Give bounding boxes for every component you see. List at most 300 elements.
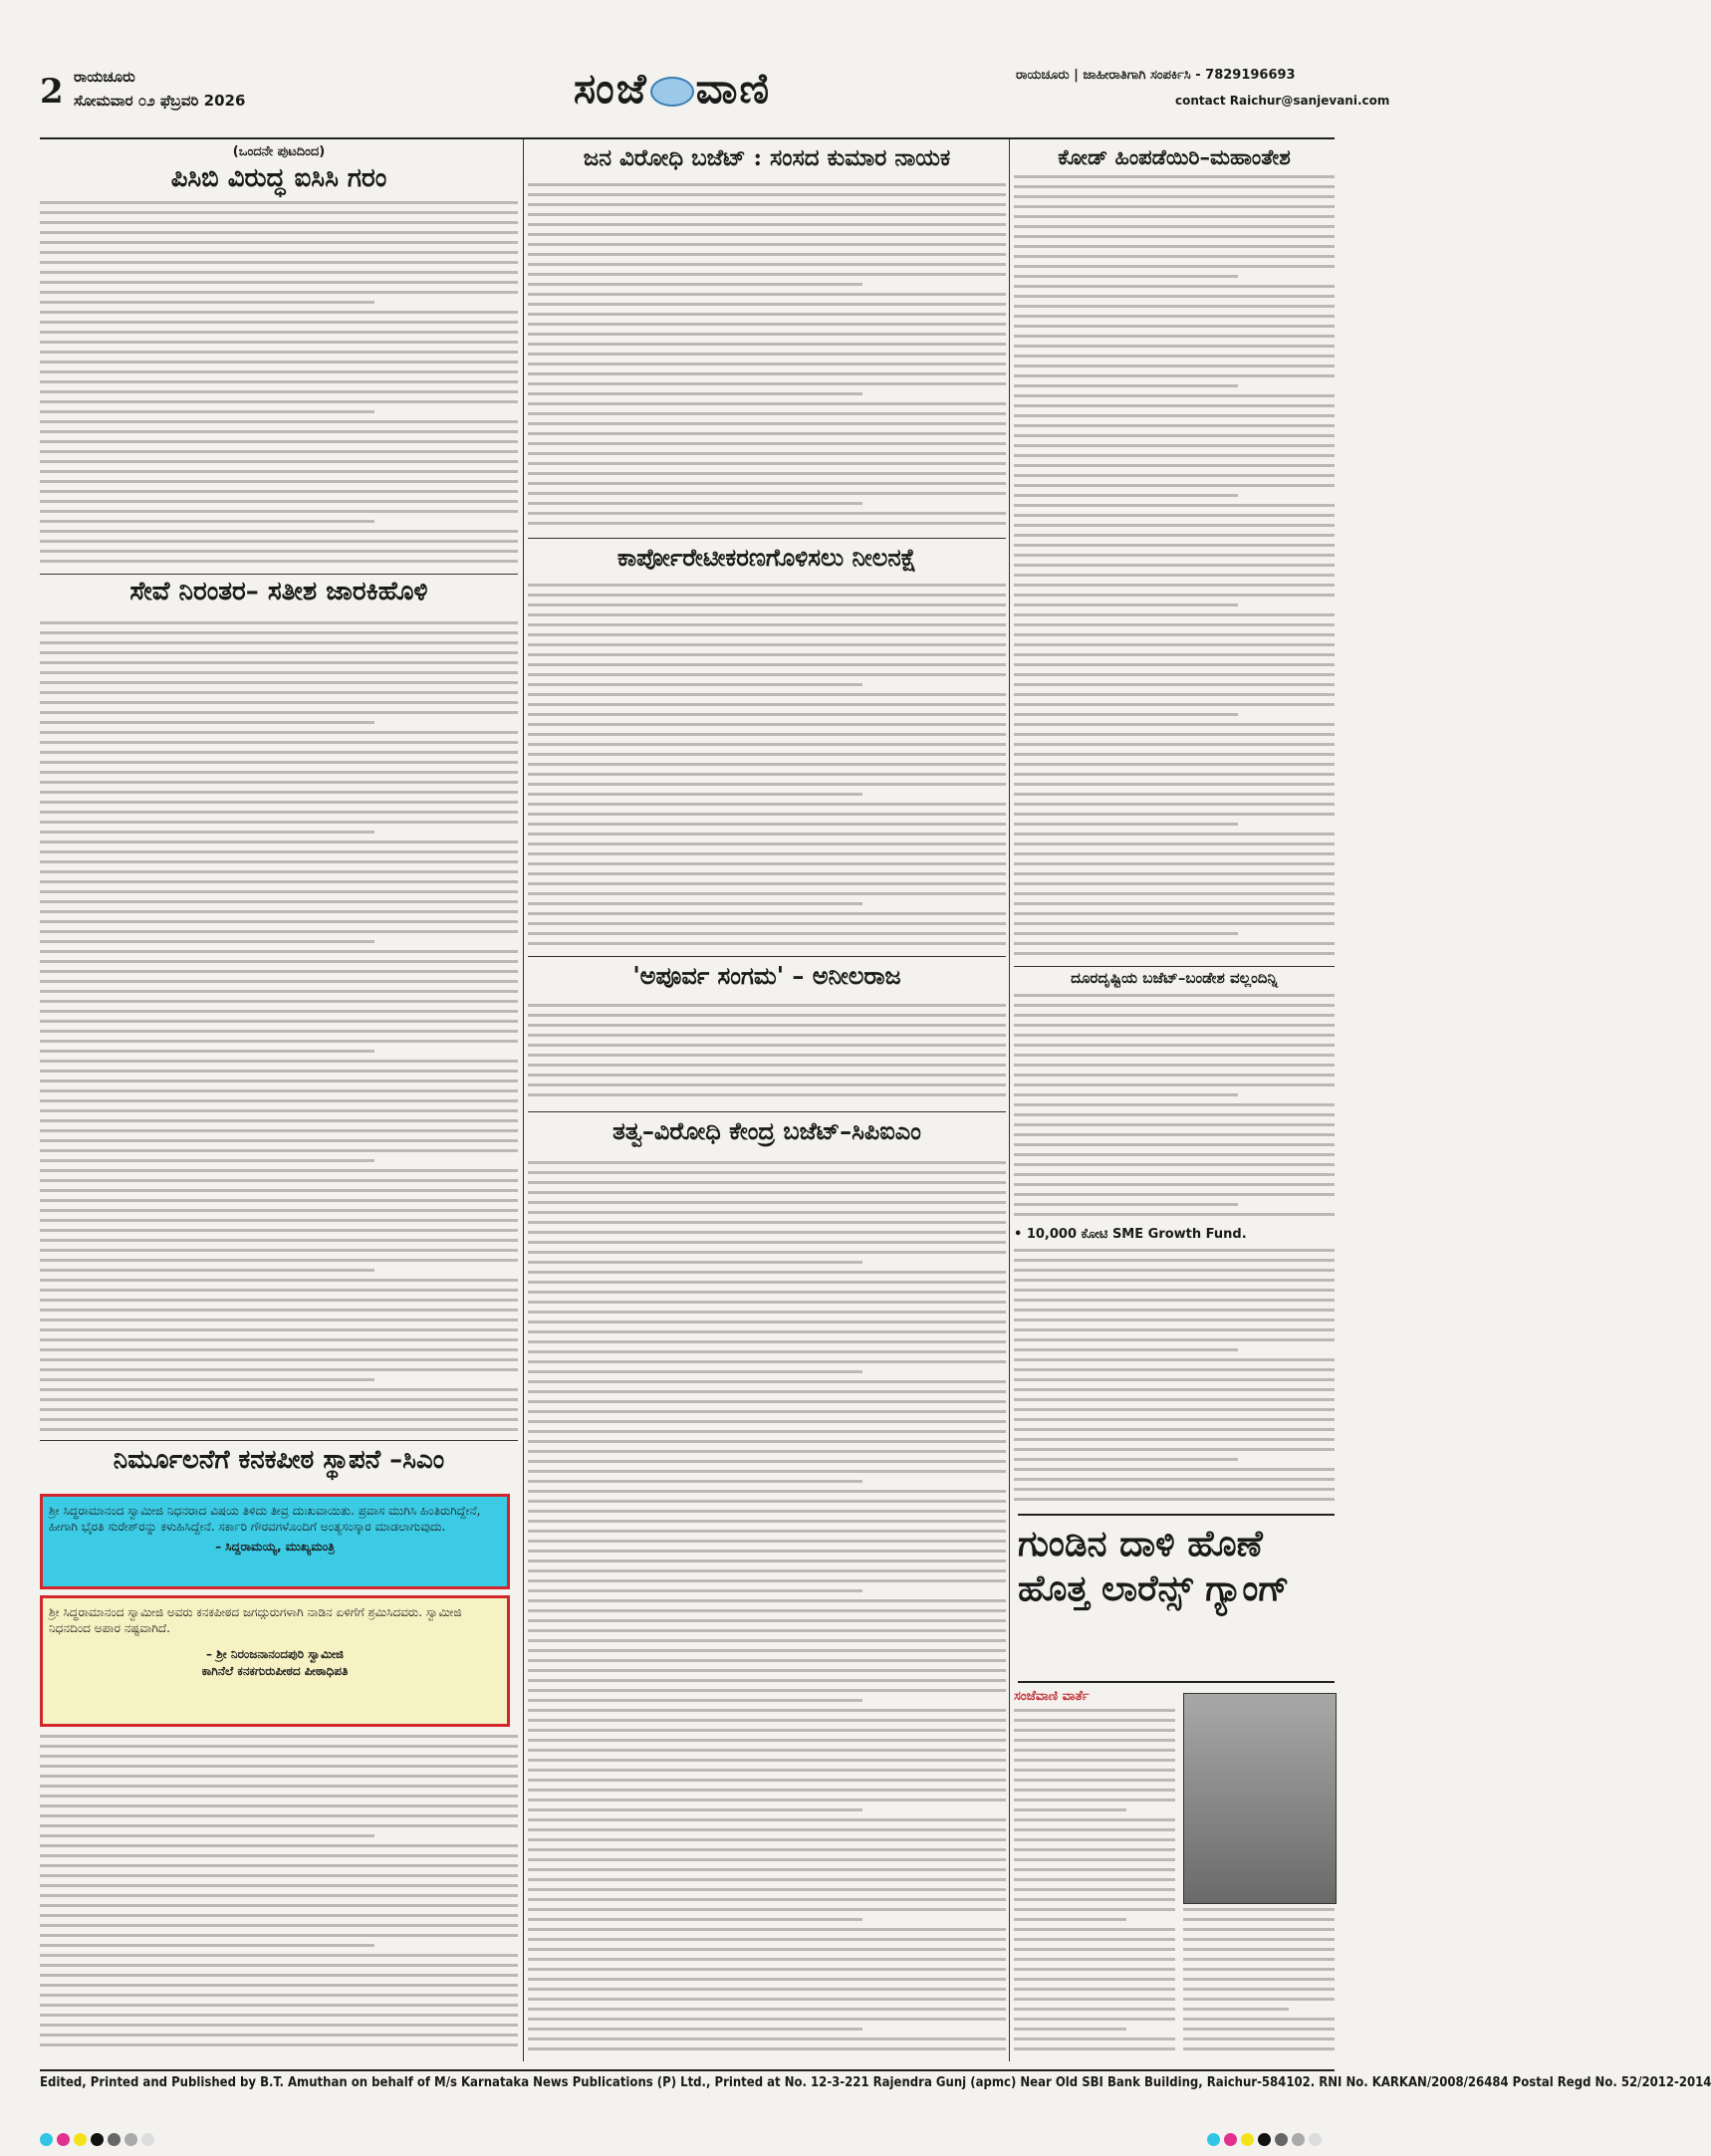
text-line: [1014, 932, 1238, 935]
headline: ಸೇವೆ ನಿರಂತರ– ಸತೀಶ ಜಾರಕಿಹೊಳಿ: [129, 577, 428, 606]
text-line: [528, 183, 1006, 186]
registration-marks-right: [1207, 2131, 1326, 2150]
text-line: [1183, 1978, 1335, 1981]
text-line: [528, 382, 1006, 385]
text-line: [528, 343, 1006, 346]
edition-city: ರಾಯಚೂರು: [74, 68, 135, 86]
text-line: [40, 1328, 518, 1331]
text-line: [528, 833, 1006, 836]
text-line: [40, 1864, 518, 1867]
text-line: [1014, 1838, 1175, 1841]
text-line: [528, 1689, 1006, 1692]
article-body: [1014, 1709, 1175, 2057]
text-line: [1014, 434, 1335, 437]
text-line: [40, 2024, 518, 2027]
text-line: [528, 1221, 1006, 1224]
article-body: [528, 584, 1006, 952]
text-line: [1014, 494, 1238, 497]
text-line: [528, 892, 1006, 895]
text-line: [1014, 2047, 1175, 2050]
text-line: [1014, 1328, 1335, 1331]
text-line: [40, 1119, 518, 1122]
text-line: [528, 1291, 1006, 1294]
text-line: [1014, 444, 1335, 447]
text-line: [40, 1814, 518, 1817]
text-line: [528, 643, 1006, 646]
contact-email: contact Raichur@sanjevani.com: [1175, 94, 1390, 108]
text-line: [1014, 872, 1335, 875]
text-line: [528, 333, 1006, 336]
text-line: [1014, 753, 1335, 756]
text-line: [1014, 1299, 1335, 1302]
text-line: [40, 900, 518, 903]
text-line: [528, 1808, 862, 1811]
text-line: [40, 430, 518, 433]
text-line: [1183, 2008, 1289, 2011]
text-line: [1014, 1004, 1335, 1007]
text-line: [40, 821, 518, 824]
text-line: [528, 213, 1006, 216]
text-line: [40, 1219, 518, 1222]
text-line: [1014, 1348, 1238, 1351]
text-line: [528, 1828, 1006, 1831]
text-line: [1014, 175, 1335, 178]
text-line: [528, 584, 1006, 587]
text-line: [528, 1679, 1006, 1682]
headline: ಜನ ವಿರೋಧಿ ಬಜೆಟ್ : ಸಂಸದ ಕುಮಾರ ನಾಯಕ: [583, 144, 951, 171]
continued-label: (ಒಂದನೇ ಪುಟದಿಂದ): [232, 144, 326, 159]
text-line: [528, 1301, 1006, 1304]
bullet-point: • 10,000 ಕೋಟಿ SME Growth Fund.: [1014, 1227, 1247, 1242]
text-line: [1014, 1769, 1175, 1772]
text-line: [1014, 733, 1335, 736]
page-number: 2: [40, 72, 64, 112]
article-body: [1014, 994, 1335, 1223]
text-line: [528, 1510, 1006, 1513]
text-line: [1014, 374, 1335, 377]
headline: ಪಿಸಿಬಿ ವಿರುದ್ಧ ಐಸಿಸಿ ಗರಂ: [170, 162, 387, 193]
text-line: [40, 1169, 518, 1172]
text-line: [528, 243, 1006, 246]
text-line: [528, 1450, 1006, 1453]
text-line: [1014, 1103, 1335, 1106]
text-line: [528, 1978, 1006, 1981]
text-line: [528, 603, 1006, 606]
text-line: [40, 631, 518, 634]
headline: ದೂರದೃಷ್ಟಿಯ ಬಜೆಟ್–ಬಂಡೇಶ ವಲ್ಲಂದಿನ್ನಿ: [1071, 969, 1278, 987]
text-line: [528, 613, 1006, 616]
text-line: [528, 1858, 1006, 1861]
text-line: [528, 1500, 1006, 1503]
text-line: [528, 1559, 1006, 1562]
text-line: [1014, 1133, 1335, 1136]
text-line: [1014, 245, 1335, 248]
text-line: [1183, 2047, 1335, 2050]
text-line: [1014, 723, 1335, 726]
text-line: [40, 1874, 518, 1877]
text-line: [40, 1070, 518, 1073]
text-line: [528, 1261, 862, 1264]
text-line: [1014, 613, 1335, 616]
text-line: [528, 1530, 1006, 1533]
text-line: [528, 1191, 1006, 1194]
text-line: [1014, 1044, 1335, 1047]
text-line: [1014, 1498, 1335, 1501]
text-line: [1014, 1143, 1335, 1146]
text-line: [1014, 2018, 1175, 2021]
text-line: [528, 1074, 1006, 1077]
text-line: [1014, 1828, 1175, 1831]
reporter-credit: ಸಂಜೆವಾಣಿ ವಾರ್ತೆ: [1014, 1689, 1090, 1704]
text-line: [1014, 1269, 1335, 1272]
text-line: [40, 281, 518, 284]
text-line: [40, 1398, 518, 1401]
quote-signature-title: ಕಾಗಿನೆಲೆ ಕನಕಗುರುಪೀಠದ ಪೀಠಾಧಿಪತಿ: [201, 1663, 349, 1678]
text-line: [40, 390, 518, 393]
text-line: [40, 1954, 518, 1957]
text-line: [40, 1209, 518, 1212]
text-line: [40, 1000, 518, 1003]
text-line: [40, 1318, 518, 1321]
text-line: [40, 661, 518, 664]
text-line: [528, 1251, 1006, 1254]
text-line: [528, 1360, 1006, 1363]
text-line: [528, 502, 862, 505]
text-line: [528, 1271, 1006, 1274]
newspaper-logo: [508, 64, 837, 123]
text-line: [40, 400, 518, 403]
text-line: [40, 550, 518, 553]
text-line: [528, 1589, 862, 1592]
text-line: [1014, 1173, 1335, 1176]
text-line: [528, 1848, 1006, 1851]
text-line: [1014, 584, 1335, 587]
text-line: [528, 1420, 1006, 1423]
text-line: [1014, 215, 1335, 218]
cyan-mark: [40, 2133, 53, 2146]
text-line: [40, 771, 518, 774]
text-line: [40, 1299, 518, 1302]
article-body: [1183, 1908, 1335, 2057]
text-line: [1183, 1948, 1335, 1951]
registration-marks-left: [40, 2131, 158, 2150]
text-line: [1014, 1289, 1335, 1292]
text-line: [1014, 643, 1335, 646]
text-line: [40, 840, 518, 843]
text-line: [528, 623, 1006, 626]
text-line: [1014, 852, 1335, 855]
text-line: [40, 460, 518, 463]
text-line: [528, 233, 1006, 236]
text-line: [528, 882, 1006, 885]
text-line: [40, 1904, 518, 1907]
text-line: [1014, 1918, 1126, 1921]
text-line: [40, 1129, 518, 1132]
grey-mark: [108, 2133, 121, 2146]
quote-box-swamiji: [40, 1595, 510, 1727]
text-line: [1014, 1478, 1335, 1481]
text-line: [1014, 554, 1335, 557]
text-line: [1014, 345, 1335, 348]
text-line: [528, 1669, 1006, 1672]
text-line: [40, 410, 374, 413]
text-line: [40, 1159, 374, 1162]
text-line: [1183, 1928, 1335, 1931]
text-line: [40, 1109, 518, 1112]
text-line: [1014, 1868, 1175, 1871]
text-line: [528, 653, 1006, 656]
text-line: [40, 1368, 518, 1371]
text-line: [528, 303, 1006, 306]
text-line: [1014, 335, 1335, 338]
text-line: [40, 530, 518, 533]
text-line: [1014, 1418, 1335, 1421]
text-line: [1014, 2028, 1126, 2031]
divider: [40, 574, 518, 575]
text-line: [528, 512, 1006, 515]
text-line: [40, 950, 518, 953]
text-line: [528, 1281, 1006, 1284]
text-line: [40, 960, 518, 963]
text-line: [40, 801, 518, 804]
text-line: [1014, 414, 1335, 417]
text-line: [40, 261, 518, 264]
text-line: [1014, 1798, 1175, 1801]
text-line: [528, 1948, 1006, 1951]
text-line: [1014, 1338, 1335, 1341]
text-line: [528, 1201, 1006, 1204]
text-line: [528, 1231, 1006, 1234]
text-line: [40, 681, 518, 684]
article-body: [40, 201, 518, 570]
black-mark: [91, 2133, 104, 2146]
text-line: [528, 1211, 1006, 1214]
text-line: [528, 1320, 1006, 1323]
text-line: [1014, 633, 1335, 636]
headline: ಕಾರ್ಪೋರೇಟೀಕರಣಗೊಳಿಸಲು ನೀಲನಕ್ಷೆ: [616, 543, 917, 572]
text-line: [528, 803, 1006, 806]
text-line: [528, 1779, 1006, 1782]
magenta-mark: [57, 2133, 70, 2146]
text-line: [528, 1520, 1006, 1523]
text-line: [40, 1289, 518, 1292]
text-line: [1014, 1998, 1175, 2001]
text-line: [1014, 295, 1335, 298]
text-line: [1183, 1998, 1335, 2001]
text-line: [528, 713, 1006, 716]
text-line: [40, 870, 518, 873]
text-line: [528, 942, 1006, 945]
text-line: [40, 271, 518, 274]
text-line: [1014, 1183, 1335, 1186]
grey-mark: [141, 2133, 154, 2146]
text-line: [528, 1838, 1006, 1841]
text-line: [1014, 1749, 1175, 1752]
text-line: [40, 751, 518, 754]
article-body: [528, 1004, 1006, 1111]
text-line: [40, 301, 374, 304]
text-line: [528, 1789, 1006, 1792]
text-line: [1014, 1428, 1335, 1431]
text-line: [1014, 1719, 1175, 1722]
text-line: [40, 1060, 518, 1063]
text-line: [1014, 464, 1335, 467]
text-line: [40, 741, 518, 744]
text-line: [40, 1259, 518, 1262]
imprint-line: Edited, Printed and Published by B.T. Amuthan on behalf of M/s Karnataka News Publications (P) Ltd., Printed at No. 12-3-221 Rajendra Gunj (apmc) Near Old SBI Bank Building, Raichur-584102. RNI No. KARKAN/2008/26484 Postal Regd No. 52/2012-2014: [40, 2069, 1335, 2090]
text-line: [1014, 275, 1238, 278]
text-line: [1014, 255, 1335, 258]
logo-left: ಸಂಜೆ: [573, 64, 648, 113]
text-line: [1014, 514, 1335, 517]
text-line: [528, 412, 1006, 415]
magenta-mark: [1224, 2133, 1237, 2146]
text-line: [1014, 1468, 1335, 1471]
text-line: [1014, 1878, 1175, 1881]
text-line: [40, 1824, 518, 1827]
text-line: [1014, 1739, 1175, 1742]
text-line: [1014, 713, 1238, 716]
text-line: [1014, 1398, 1335, 1401]
text-line: [528, 313, 1006, 316]
text-line: [40, 1229, 518, 1232]
text-line: [528, 1818, 1006, 1821]
text-line: [1014, 534, 1335, 537]
text-line: [528, 1898, 1006, 1901]
divider: [528, 956, 1006, 957]
text-line: [528, 1639, 1006, 1642]
text-line: [1014, 1113, 1335, 1116]
text-line: [1014, 892, 1335, 895]
text-line: [528, 1550, 1006, 1553]
text-line: [528, 472, 1006, 475]
text-line: [40, 1974, 518, 1977]
text-line: [528, 2047, 1006, 2050]
text-line: [40, 781, 518, 784]
text-line: [528, 1629, 1006, 1632]
text-line: [528, 402, 1006, 405]
text-line: [40, 1269, 374, 1272]
headline: ಕೋಡ್‌ ಹಿಂಪಡೆಯಿರಿ–ಮಹಾಂತೇಶ: [1058, 144, 1291, 169]
text-line: [1014, 653, 1335, 656]
text-line: [40, 1089, 518, 1092]
text-line: [528, 783, 1006, 786]
text-line: [528, 683, 862, 686]
divider: [40, 1440, 518, 1441]
text-line: [528, 203, 1006, 206]
text-line: [528, 1958, 1006, 1961]
text-line: [528, 813, 1006, 816]
text-line: [1014, 1014, 1335, 1017]
text-line: [40, 2043, 518, 2046]
text-line: [528, 912, 1006, 915]
text-line: [1014, 673, 1335, 676]
text-line: [40, 860, 518, 863]
text-line: [528, 432, 1006, 435]
text-line: [40, 671, 518, 674]
text-line: [528, 1004, 1006, 1007]
column-divider: [523, 139, 524, 2061]
text-line: [528, 1241, 1006, 1244]
text-line: [528, 1330, 1006, 1333]
text-line: [528, 922, 1006, 925]
text-line: [1014, 1908, 1175, 1911]
text-line: [1183, 2018, 1335, 2021]
text-line: [1183, 1908, 1335, 1911]
text-line: [40, 1735, 518, 1738]
text-line: [528, 703, 1006, 706]
column-divider: [1009, 139, 1010, 2061]
text-line: [1183, 1968, 1335, 1971]
text-line: [528, 1430, 1006, 1433]
text-line: [1014, 1818, 1175, 1821]
text-line: [40, 1934, 518, 1937]
article-body: [528, 183, 1006, 536]
column-2: [528, 145, 1006, 2057]
text-line: [1014, 1123, 1335, 1126]
text-line: [40, 850, 518, 853]
text-line: [528, 1998, 1006, 2001]
text-line: [528, 2008, 1006, 2011]
text-line: [1014, 325, 1335, 328]
text-line: [1014, 1034, 1335, 1037]
text-line: [1014, 1938, 1175, 1941]
yellow-mark: [74, 2133, 87, 2146]
text-line: [528, 1729, 1006, 1732]
text-line: [1014, 1958, 1175, 1961]
text-line: [1014, 564, 1335, 567]
text-line: [528, 663, 1006, 666]
text-line: [1014, 902, 1335, 905]
text-line: [1014, 364, 1335, 367]
text-line: [1014, 663, 1335, 666]
text-line: [40, 321, 518, 324]
text-line: [1014, 1083, 1335, 1086]
cyan-mark: [1207, 2133, 1220, 2146]
text-line: [1014, 1378, 1335, 1381]
text-line: [40, 341, 518, 344]
text-line: [40, 510, 518, 513]
quote-text: ಶ್ರೀ ಸಿದ್ಧರಾಮಾನಂದ ಸ್ವಾಮೀಜಿ ಅವರು ಕನಕಪೀಠದ ಜಗದ್ಗುರುಗಳಾಗಿ ನಾಡಿನ ಏಳಿಗೆಗೆ ಶ್ರಮಿಸಿದವರು. ಸ್ವಾಮೀಜಿ ನಿಧನದಿಂದ ಅಪಾರ ನಷ್ಟವಾಗಿದೆ.: [49, 1605, 462, 1636]
text-line: [40, 1239, 518, 1242]
text-line: [40, 1179, 518, 1182]
text-line: [40, 980, 518, 983]
text-line: [528, 442, 1006, 445]
text-line: [40, 231, 518, 234]
text-line: [528, 482, 1006, 485]
text-line: [40, 1884, 518, 1887]
text-line: [1014, 454, 1335, 457]
text-line: [1014, 1163, 1335, 1166]
text-line: [1183, 1918, 1335, 1921]
text-line: [1014, 225, 1335, 228]
text-line: [1014, 1438, 1335, 1441]
text-line: [40, 311, 518, 314]
text-line: [40, 1834, 374, 1837]
text-line: [528, 743, 1006, 746]
text-line: [40, 1249, 518, 1252]
text-line: [528, 1739, 1006, 1742]
text-line: [40, 1020, 518, 1023]
text-line: [40, 1984, 518, 1987]
text-line: [1014, 285, 1335, 288]
text-line: [1014, 524, 1335, 527]
text-line: [1014, 474, 1335, 477]
text-line: [1014, 1978, 1175, 1981]
divider: [1014, 966, 1335, 967]
text-line: [1014, 994, 1335, 997]
masthead: [40, 58, 1390, 139]
